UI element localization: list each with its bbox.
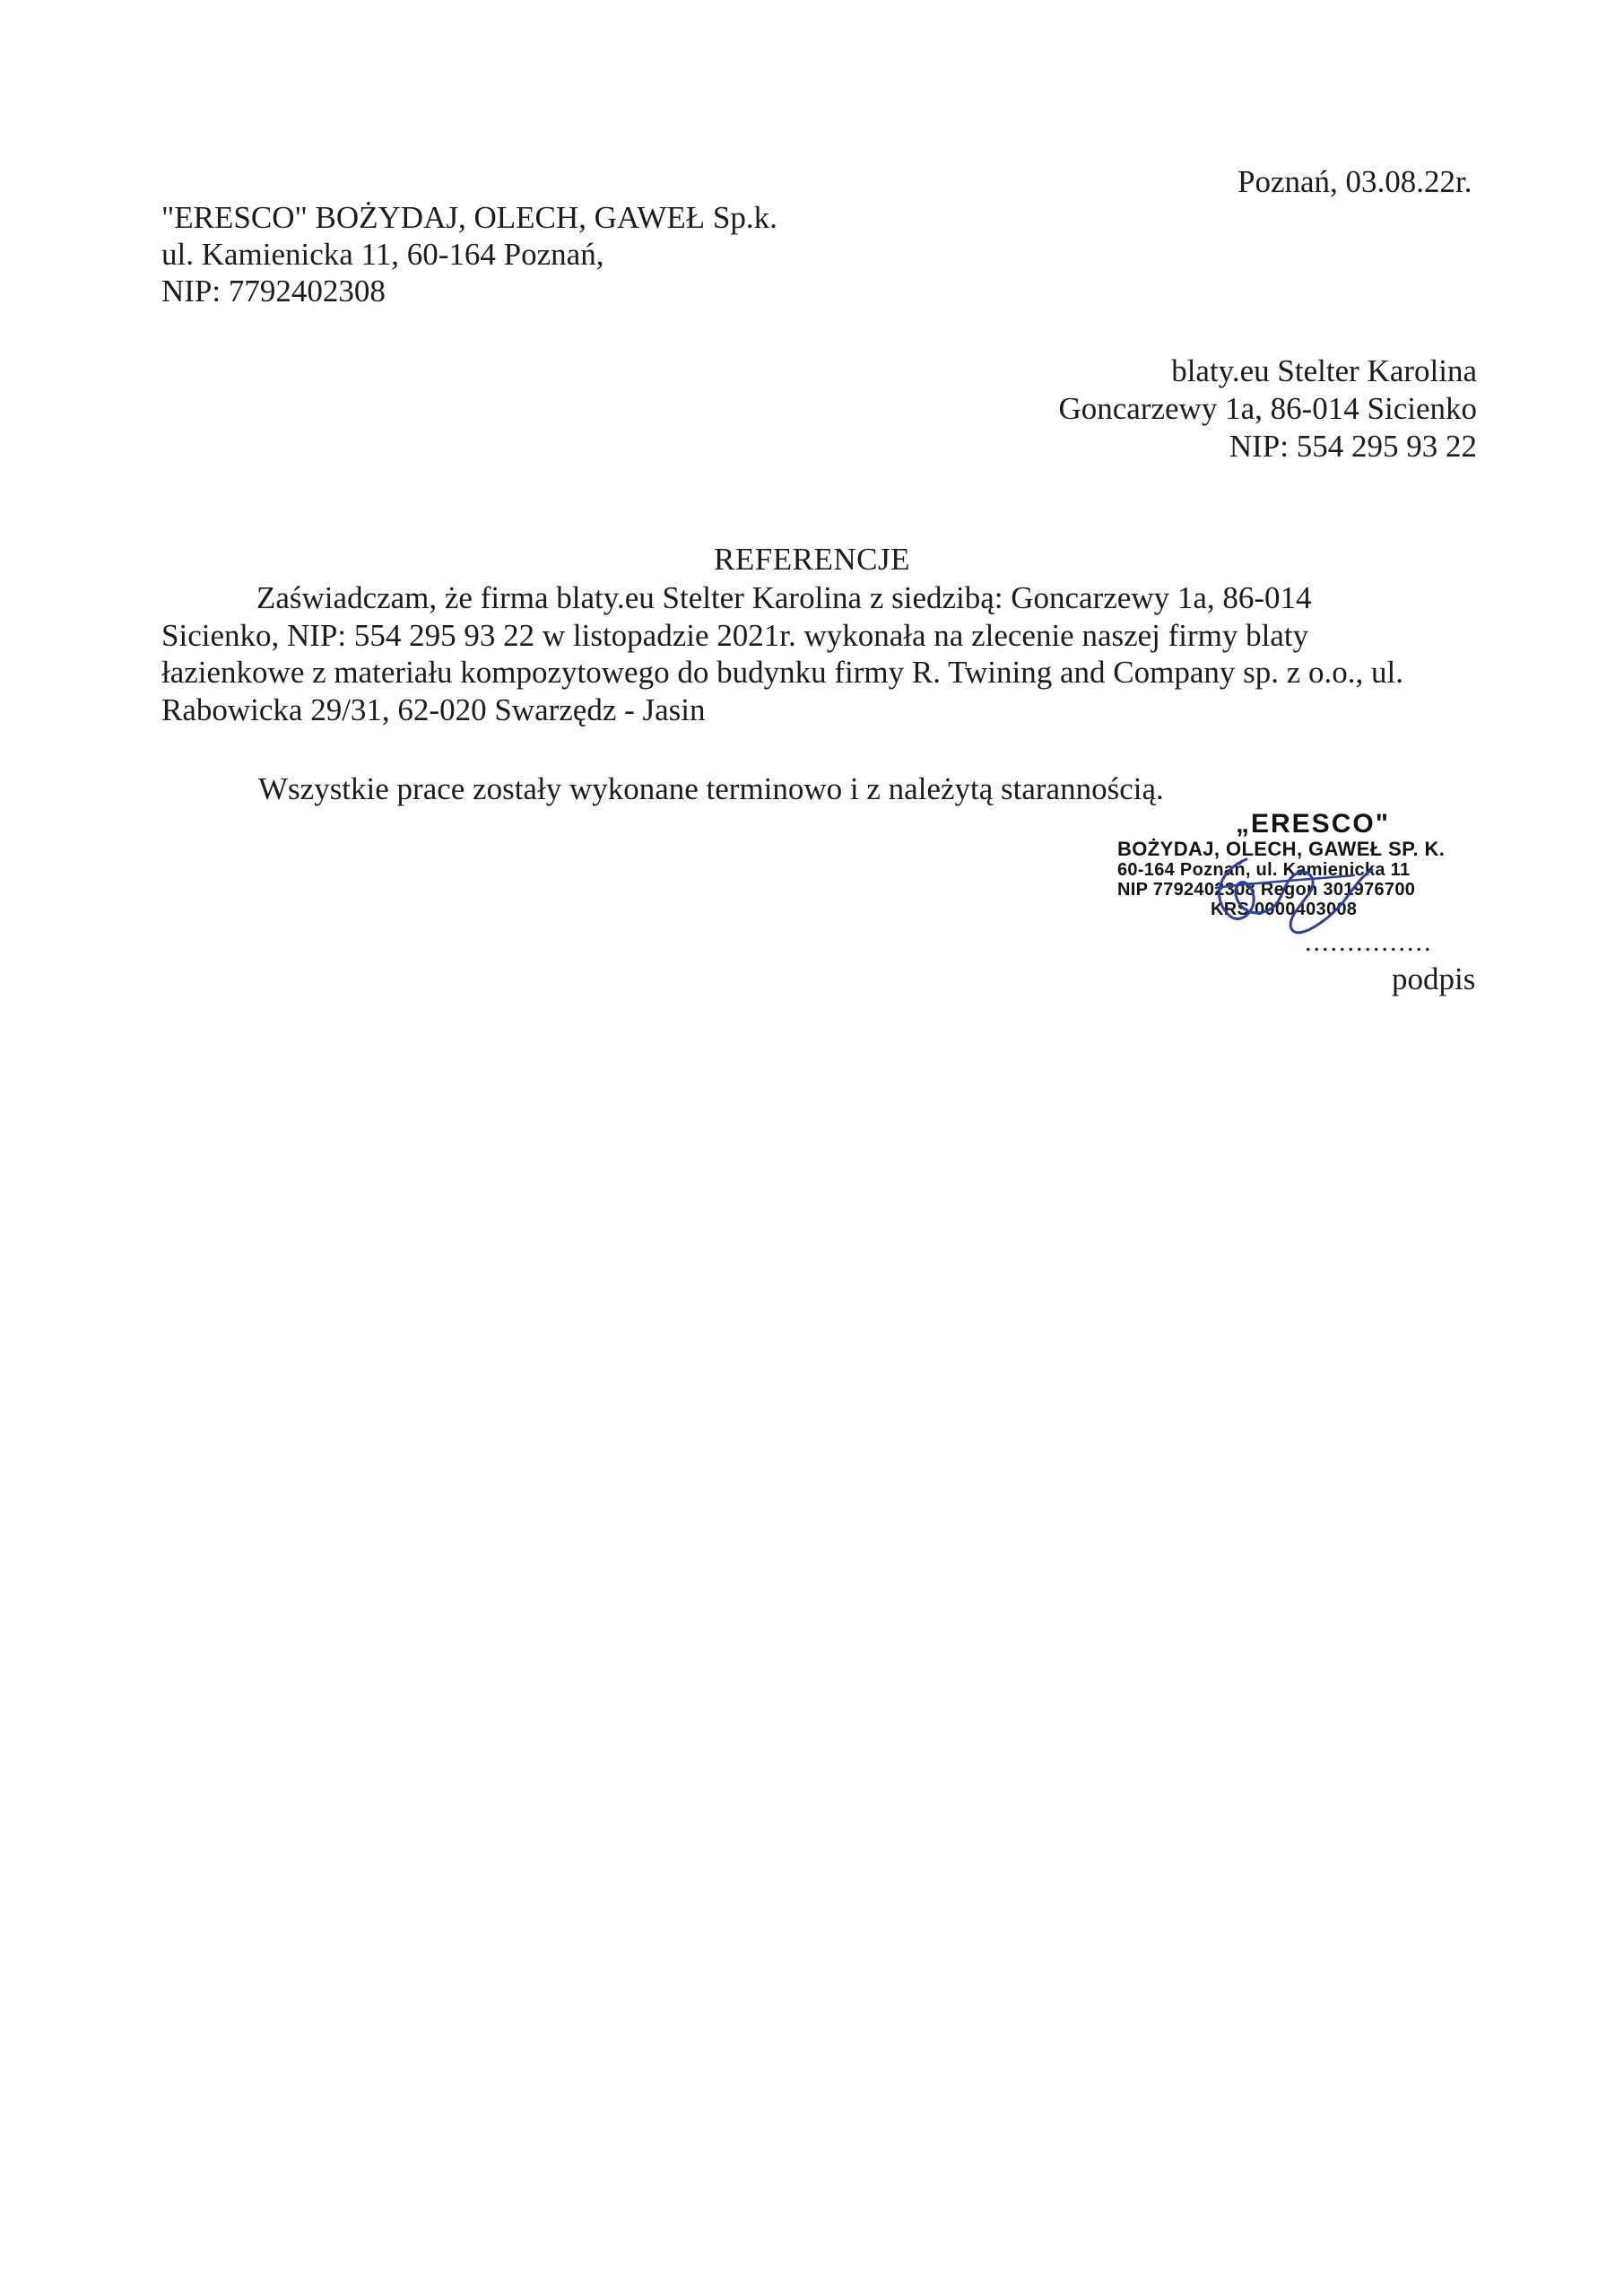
stamp-owners: BOŻYDAJ, OLECH, GAWEŁ SP. K. bbox=[1117, 838, 1446, 860]
closing-statement: Wszystkie prace zostały wykonane terminowo i z należytą starannością. bbox=[258, 771, 1164, 806]
signature-dotted-line: ............... bbox=[1305, 927, 1433, 957]
signature-label: podpis bbox=[1392, 961, 1476, 996]
sender-block bbox=[161, 199, 777, 309]
sender-name: "ERESCO" BOŻYDAJ, OLECH, GAWEŁ Sp.k. bbox=[161, 200, 777, 235]
recipient-address: Goncarzewy 1a, 86-014 Sicienko bbox=[1058, 391, 1477, 426]
recipient-nip: NIP: 554 295 93 22 bbox=[1229, 429, 1477, 464]
body-line: Zaświadczam, że firma blaty.eu Stelter Karolina z siedzibą: Goncarzewy 1a, 86-014 bbox=[256, 580, 1312, 615]
body-line: Sicienko, NIP: 554 295 93 22 w listopadzie 2021r. wykonała na zlecenie naszej firmy blaty bbox=[161, 617, 1309, 653]
company-stamp bbox=[1117, 810, 1494, 919]
recipient-name: blaty.eu Stelter Karolina bbox=[1171, 353, 1477, 388]
stamp-address: 60-164 Poznań, ul. Kamienicka 11 bbox=[1117, 860, 1411, 880]
document-title: REFERENCJE bbox=[714, 542, 910, 577]
stamp-company-name: „ERESCO" bbox=[1236, 809, 1390, 839]
sender-nip: NIP: 7792402308 bbox=[161, 274, 386, 309]
letter-date: Poznań, 03.08.22r. bbox=[1238, 164, 1472, 199]
stamp-krs: KRS 0000403008 bbox=[1211, 900, 1358, 919]
stamp-nip-regon: NIP 7792402308 Regon 301976700 bbox=[1117, 880, 1416, 900]
body-line: Rabowicka 29/31, 62-020 Swarzędz - Jasin bbox=[161, 691, 706, 727]
recipient-block bbox=[1058, 352, 1477, 465]
body-line: łazienkowe z materiału kompozytowego do budynku firmy R. Twining and Company sp. z o.o., ul. bbox=[161, 655, 1403, 690]
sender-address: ul. Kamienicka 11, 60-164 Poznań, bbox=[161, 237, 604, 272]
reference-body bbox=[161, 579, 1480, 728]
